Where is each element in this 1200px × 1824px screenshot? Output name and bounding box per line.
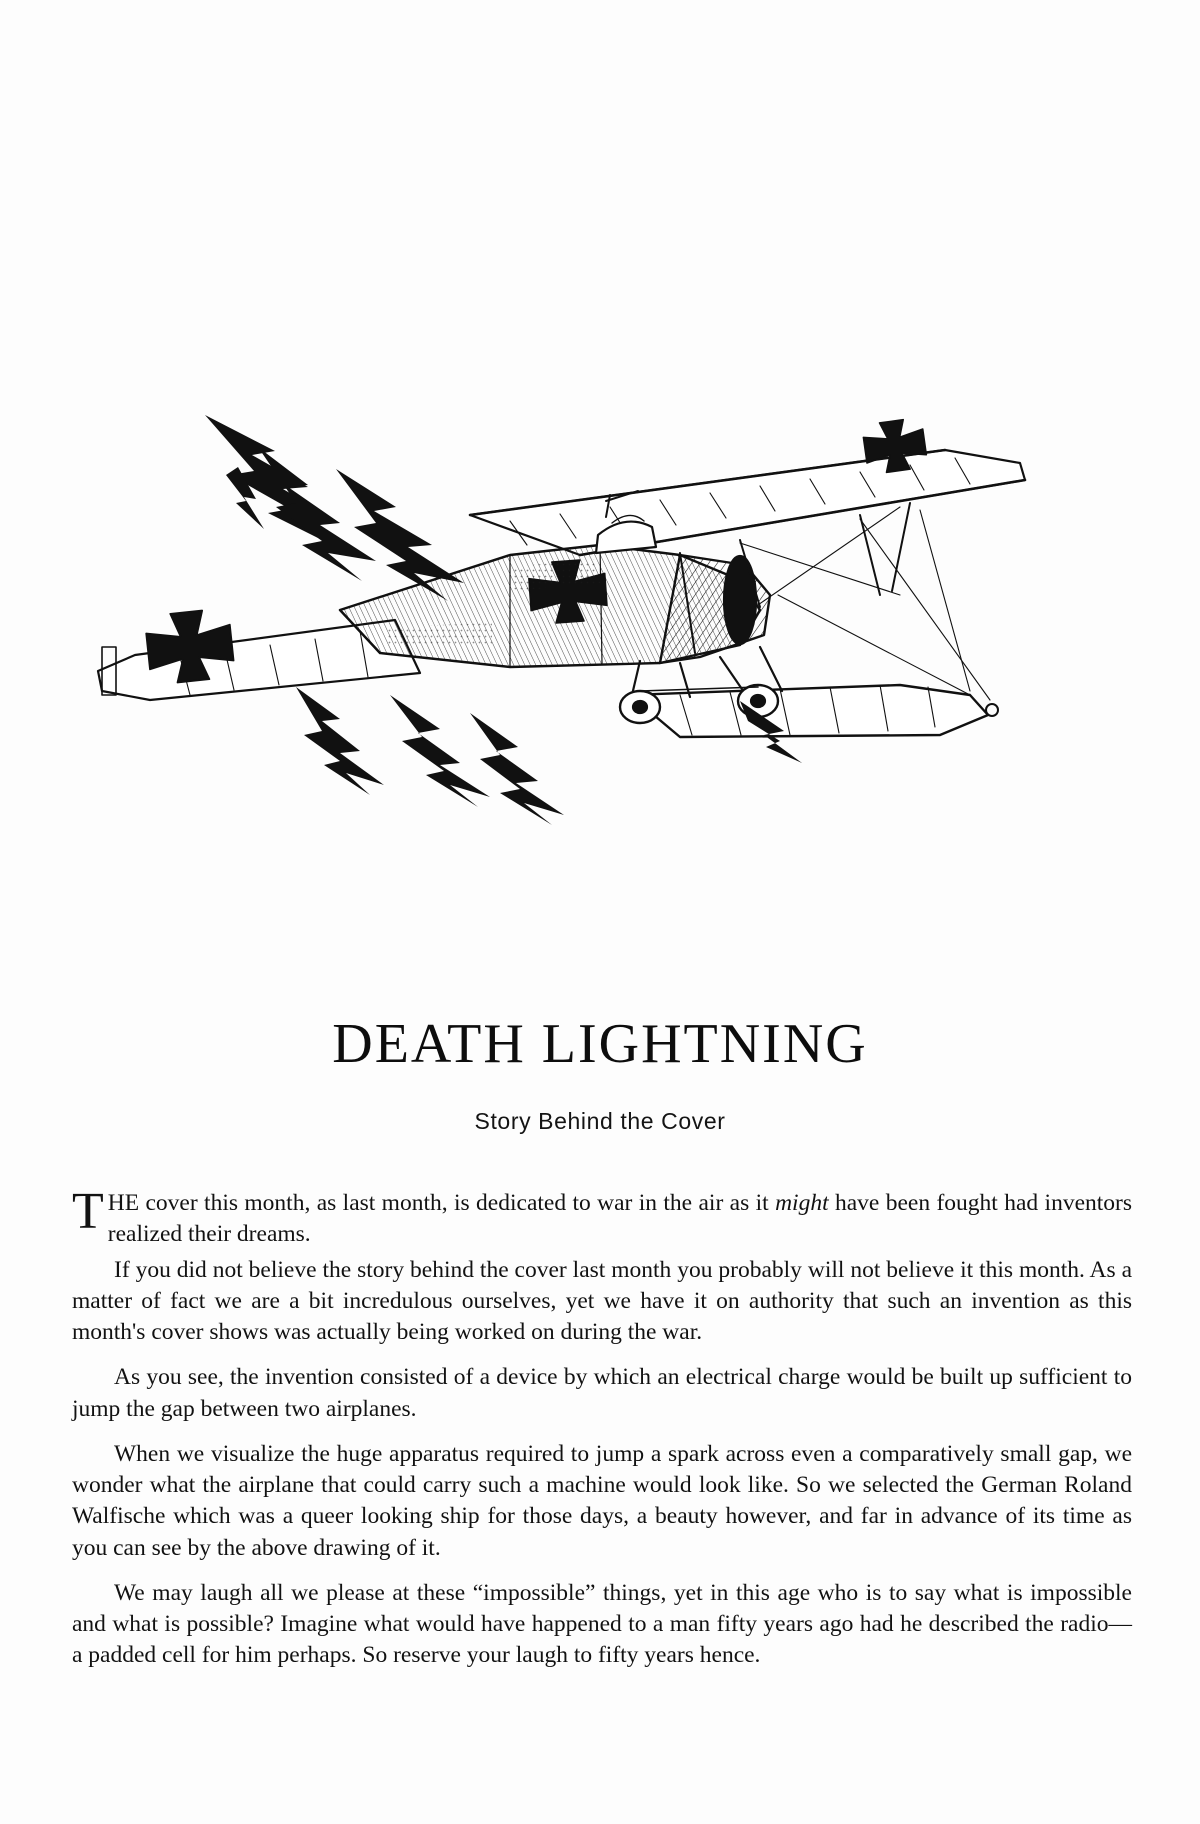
article-body	[72, 1183, 1132, 1686]
paragraph-1	[72, 1183, 1132, 1251]
drop-cap: T	[72, 1183, 104, 1240]
page-subtitle: Story Behind the Cover	[474, 1108, 726, 1134]
paragraph-5: We may laugh all we please at these “impossible” things, yet in this age who is to say what is impossible and what is possible? Imagine what would have happened to a man fifty years ago had he described the radio—a padded cell for him perhaps. So reserve your laugh to fifty years hence.	[72, 1579, 1132, 1669]
paragraph-4: When we visualize the huge apparatus required to jump a spark across even a comparatively small gap, we wonder what the airplane that could carry such a machine would look like. So we selected the German Roland Walfische which was a queer looking ship for those days, a beauty however, and far in advance of its time as you can see by the above drawing of it.	[72, 1440, 1132, 1561]
paragraph-1-text: HE cover this month, as last month, is dedicated to war in the air as it	[107, 1190, 776, 1216]
paragraph-3: As you see, the invention consisted of a device by which an electrical charge would be built up sufficient to jump the gap between two airplanes.	[72, 1364, 1132, 1422]
cover-illustration	[40, 395, 1160, 865]
paragraph-2: If you did not believe the story behind the cover last month you probably will not believe it this month. As a matter of fact we are a bit incredulous ourselves, yet we have it on authority that such an invention as this month's cover shows was actually being worked on during the war.	[72, 1256, 1132, 1345]
paragraph-1-italic: might	[775, 1190, 829, 1216]
paragraph-1-tail: have been fought had inventors realized their dreams.	[107, 1190, 1132, 1248]
page-title: DEATH LIGHTNING	[332, 1013, 868, 1075]
biplane-drawing	[40, 395, 1160, 865]
